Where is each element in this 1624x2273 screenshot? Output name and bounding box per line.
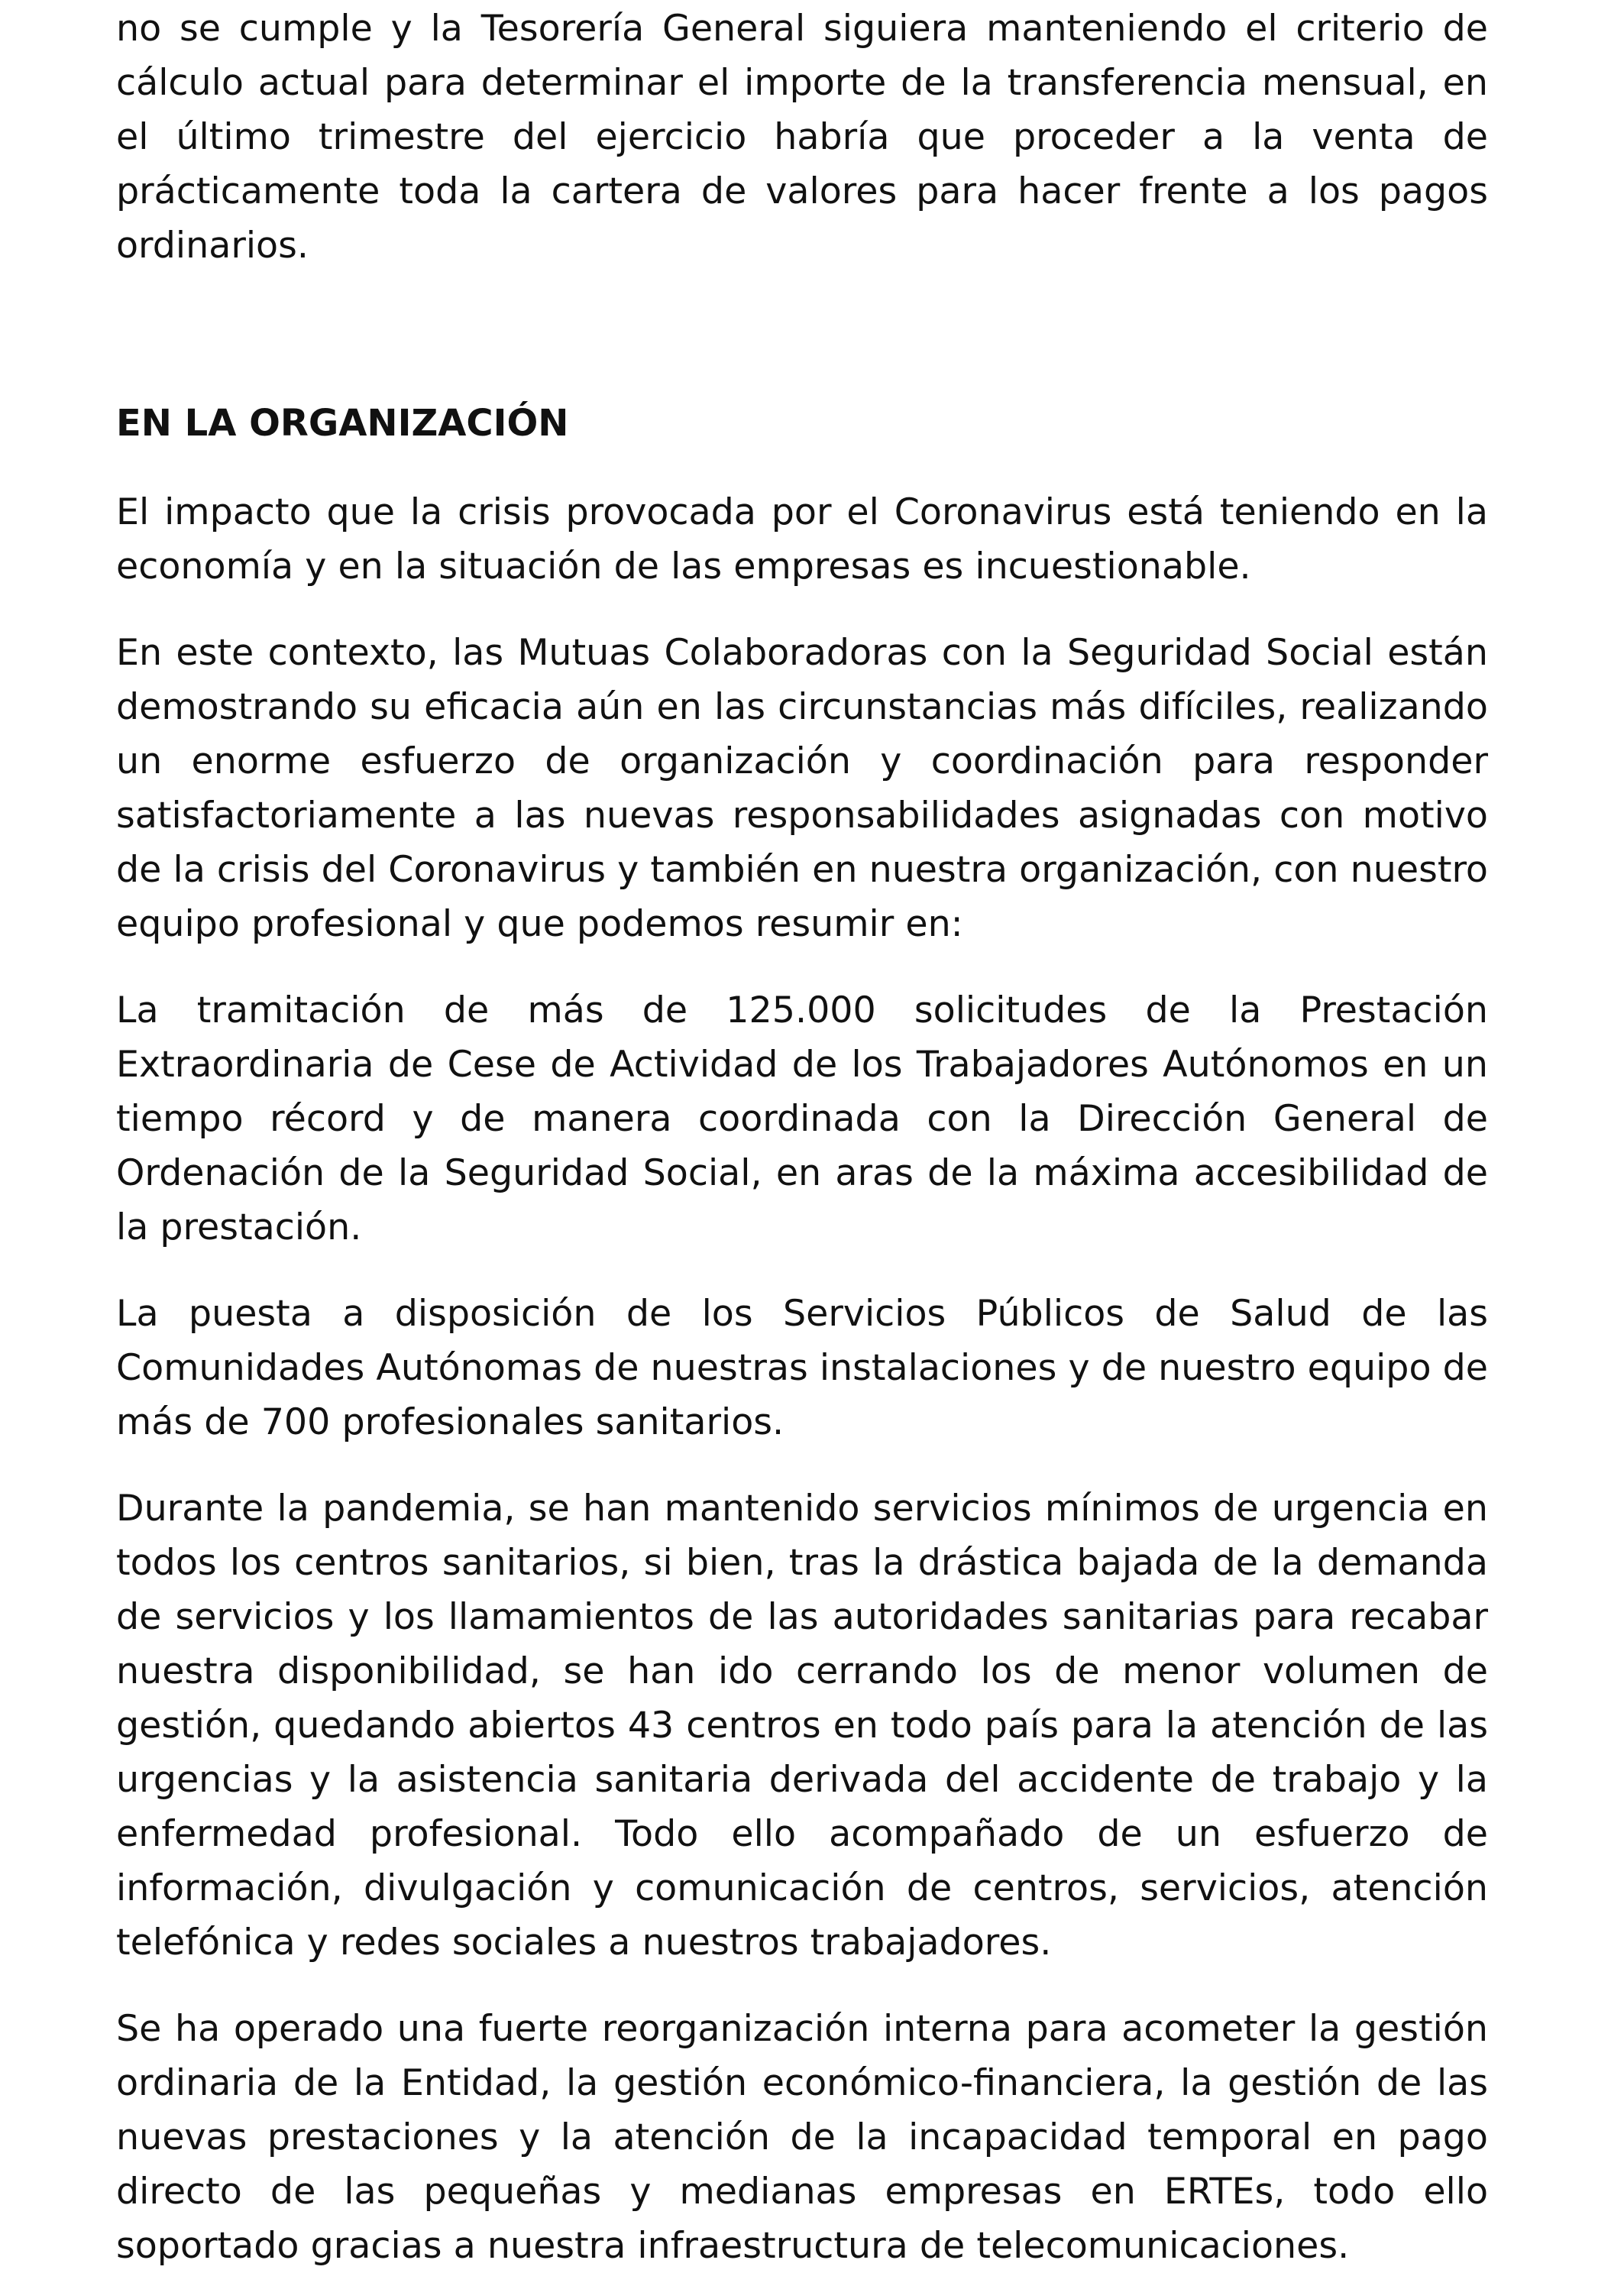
body-paragraph: Durante la pandemia, se han mantenido servicios mínimos de urgencia en todos los centros sanitarios, si bien, tras la drástica bajada de la demanda de servicios y los llamamientos de las autoridades sanitarias para recabar nuestra disponibilidad, se han ido cerrando los de menor volumen de gestión, quedando abiertos 43 centros en todo país para la atención de las urgencias y la asistencia sanitaria derivada del accidente de trabajo y la enfermedad profesional. Todo ello acompañado de un esfuerzo de información, divulgación y comunicación de centros, servicios, atención telefónica y redes sociales a nuestros trabajadores. bbox=[116, 1488, 1488, 1964]
body-paragraph: La puesta a disposición de los Servicios Públicos de Salud de las Comunidades Autónomas de nuestras instalaciones y de nuestro equipo de más de 700 profesionales sanitarios. bbox=[116, 1293, 1488, 1443]
section-heading: EN LA ORGANIZACIÓN bbox=[116, 402, 569, 445]
intro-paragraph: no se cumple y la Tesorería General siguiera manteniendo el criterio de cálculo actual para determinar el importe de la transferencia mensual, en el último trimestre del ejercicio habría que proceder a la venta de prácticamente toda la cartera de valores para hacer frente a los pagos ordinarios. bbox=[116, 8, 1488, 267]
document-page bbox=[116, 0, 1488, 2273]
body-paragraph: El impacto que la crisis provocada por el Coronavirus está teniendo en la economía y en la situación de las empresas es incuestionable. bbox=[116, 491, 1488, 588]
body-paragraph: La tramitación de más de 125.000 solicitudes de la Prestación Extraordinaria de Cese de Actividad de los Trabajadores Autónomos en un tiempo récord y de manera coordinada con la Dirección General de Ordenación de la Seguridad Social, en aras de la máxima accesibilidad de la prestación. bbox=[116, 989, 1488, 1248]
body-paragraph: En este contexto, las Mutuas Colaboradoras con la Seguridad Social están demostrando su eficacia aún en las circunstancias más difíciles, realizando un enorme esfuerzo de organización y coordinación para responder satisfactoriamente a las nuevas responsabilidades asignadas con motivo de la crisis del Coronavirus y también en nuestra organización, con nuestro equipo profesional y que podemos resumir en: bbox=[116, 632, 1488, 945]
body-paragraph: Se ha operado una fuerte reorganización interna para acometer la gestión ordinaria de la Entidad, la gestión económico-financiera, la gestión de las nuevas prestaciones y la atención de la incapacidad temporal en pago directo de las pequeñas y medianas empresas en ERTEs, todo ello soportado gracias a nuestra infraestructura de telecomunicaciones. bbox=[116, 2008, 1488, 2267]
